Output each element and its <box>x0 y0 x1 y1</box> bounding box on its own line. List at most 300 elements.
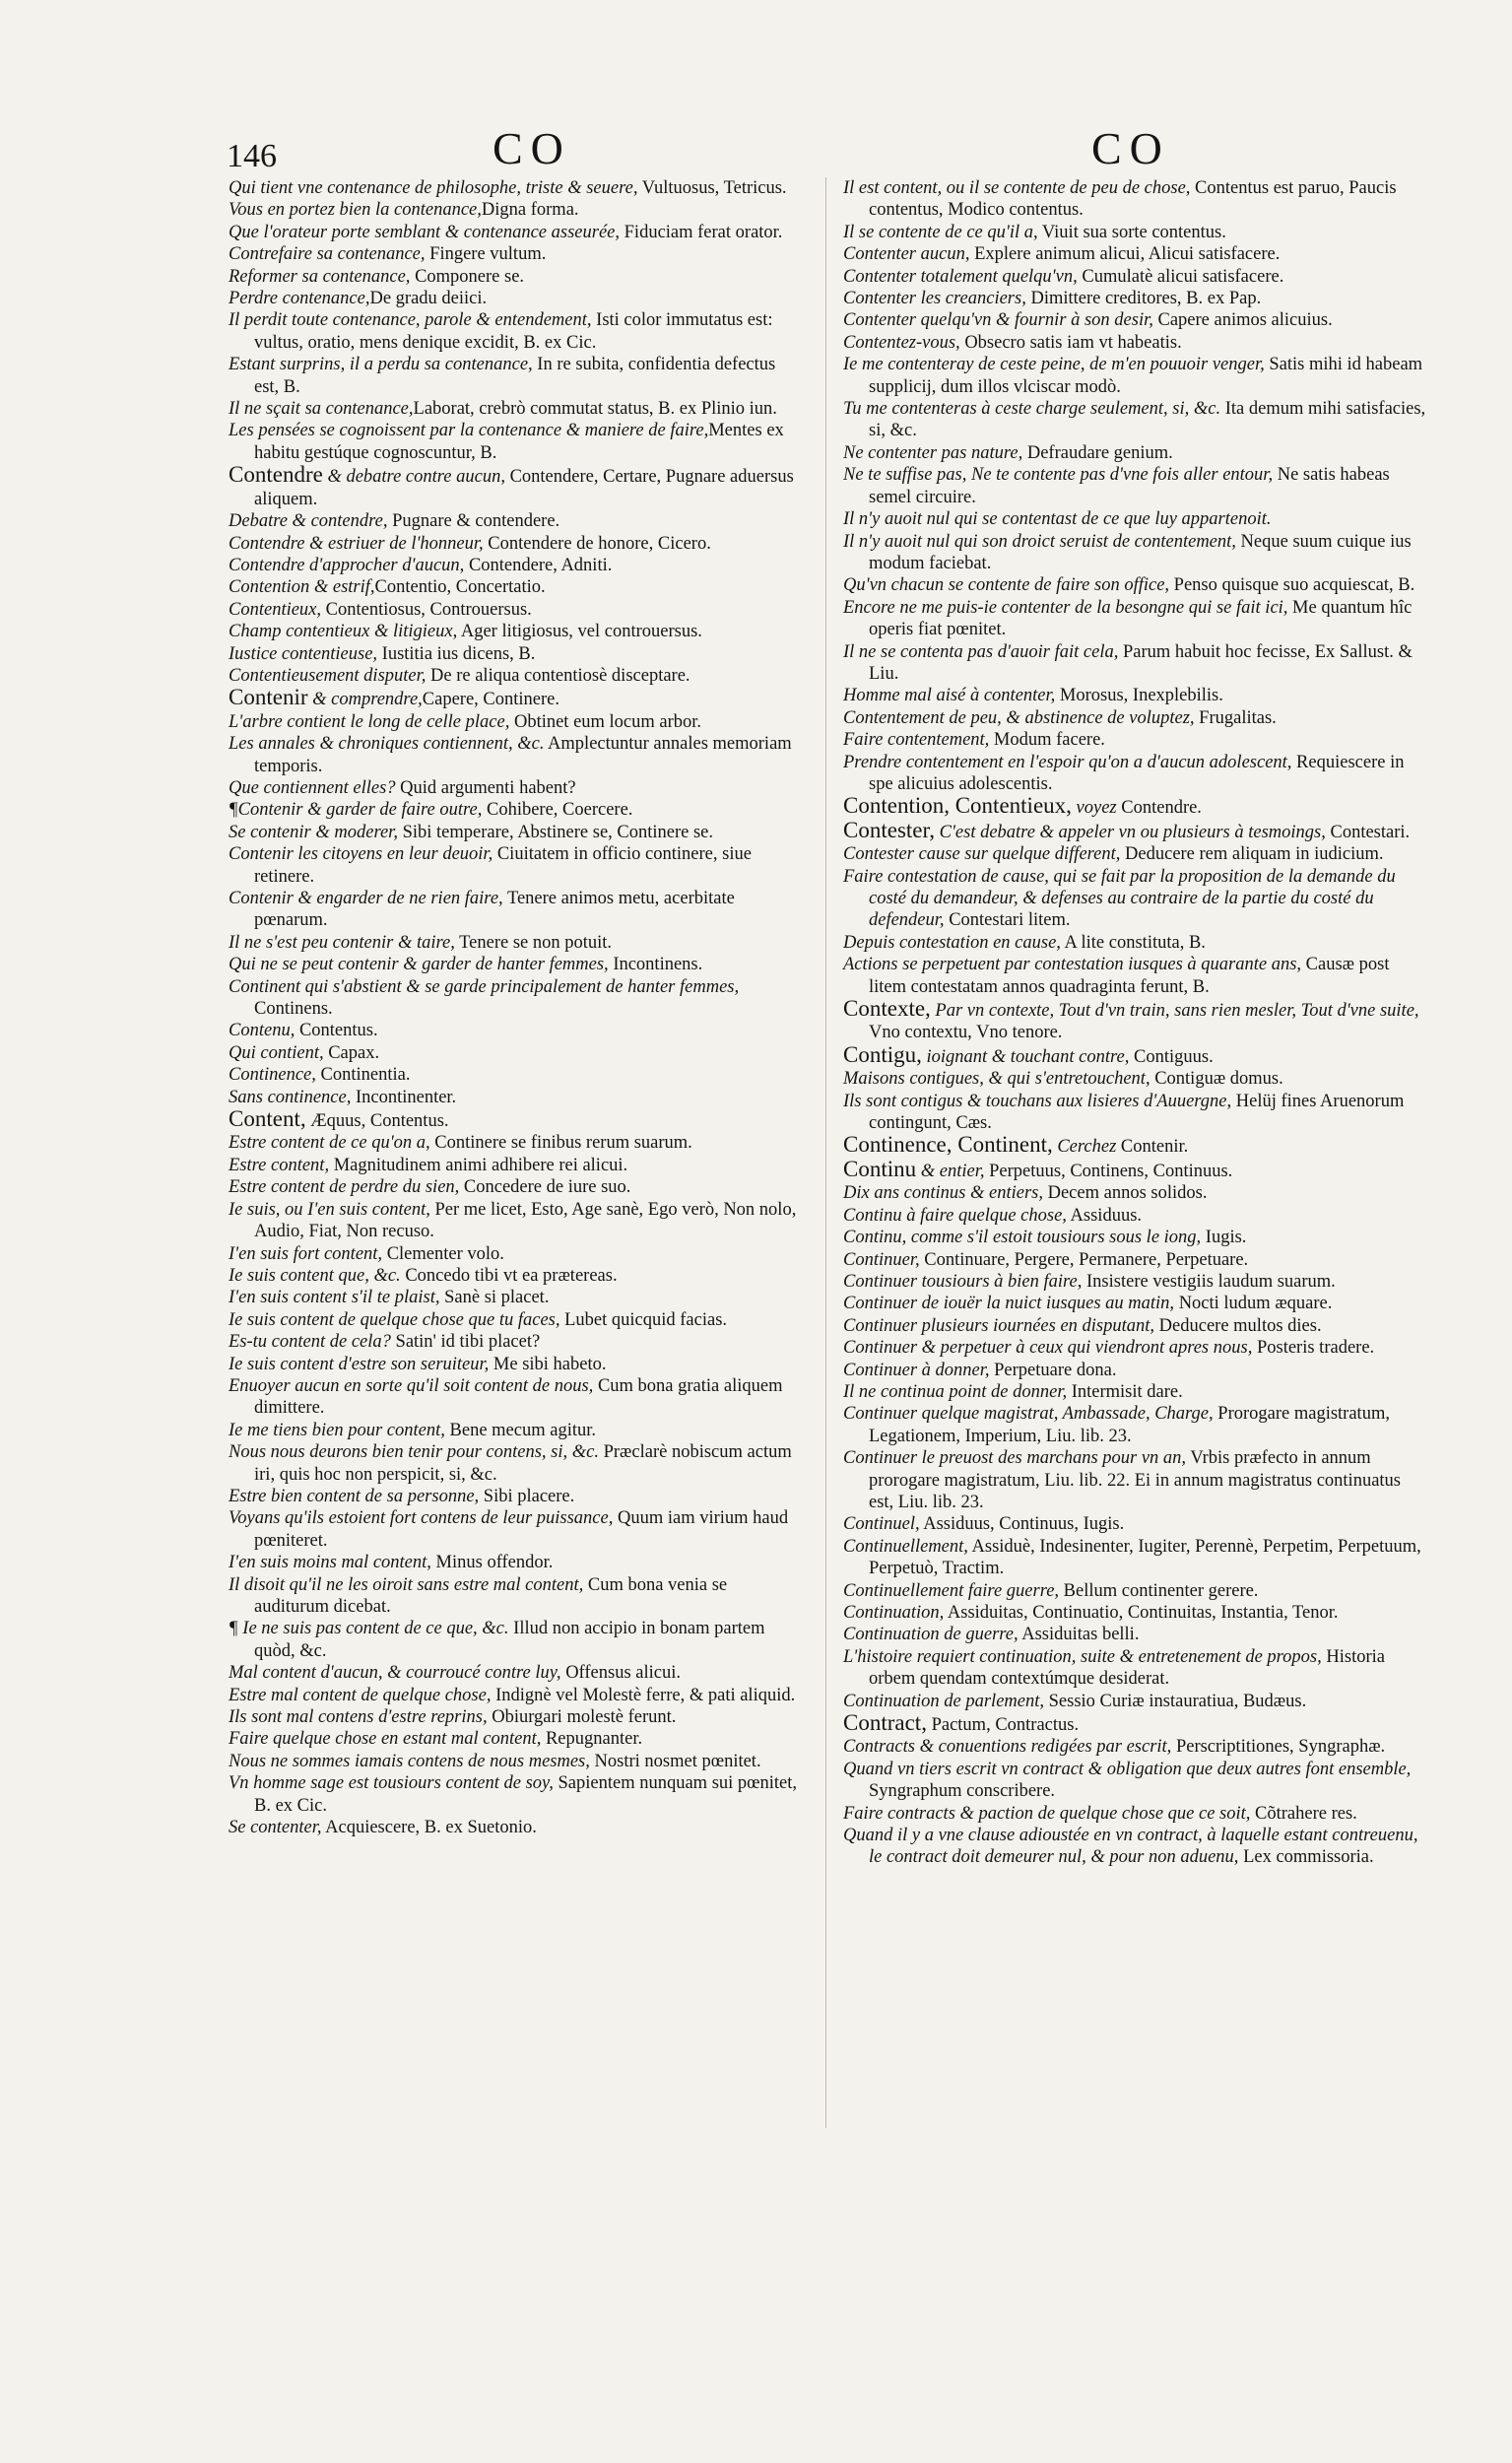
dictionary-entry <box>229 1751 800 1772</box>
entry-french: Continuer de iouër la nuict iusques au matin, <box>843 1294 1175 1314</box>
entry-latin: Satis mihi id habeam supplicij, dum illos vlciscar modò. <box>869 355 1423 397</box>
entry-latin: Contentio, Concertatio. <box>374 577 546 598</box>
dictionary-entry <box>229 1618 800 1662</box>
entry-french: Mal content d'aucun, & courroucé contre luy, <box>229 1663 561 1684</box>
entry-latin: Contentiosus, Controuersus. <box>321 599 532 620</box>
entry-french: Il ne s'est peu contenir & taire, <box>229 932 455 953</box>
entry-latin: Sibi temperare, Abstinere se, Continere se. <box>397 822 714 842</box>
entry-french: Enuoyer aucun en sorte qu'il soit content de nous, <box>229 1375 594 1396</box>
entry-latin: Cum bona gratia aliquem dimittere. <box>254 1375 783 1419</box>
dictionary-entry <box>229 1331 800 1353</box>
entry-latin: Prorogare magistratum, Legationem, Imperium, Liu. lib. 23. <box>869 1404 1390 1446</box>
entry-french: Ie suis content de quelque chose que tu faces, <box>229 1309 560 1330</box>
dictionary-entry <box>843 729 1426 751</box>
entry-latin: Concedere de iure suo. <box>459 1177 631 1198</box>
dictionary-entry <box>229 555 800 576</box>
dictionary-entry <box>843 1315 1426 1337</box>
column-divider <box>825 177 826 2128</box>
dictionary-entry <box>843 1513 1426 1535</box>
dictionary-entry <box>229 1243 800 1265</box>
entry-french: Estre content de perdre du sien, <box>229 1177 460 1198</box>
dictionary-entry <box>843 574 1426 596</box>
dictionary-entry <box>843 817 1426 843</box>
entry-latin: Deducere rem aliquam in iudicium. <box>1120 844 1384 865</box>
entry-french: Continuer, <box>843 1249 920 1270</box>
entry-french: Contenir les citoyens en leur deuoir, <box>229 844 493 865</box>
entry-french: Continu à faire quelque chose, <box>843 1205 1067 1226</box>
entry-latin: Iustitia ius dicens, B. <box>377 643 536 664</box>
entry-french: Reformer sa contenance, <box>229 266 411 287</box>
entry-french: & entier, <box>916 1161 985 1181</box>
page-number: 146 <box>227 138 277 174</box>
dictionary-entry <box>843 1803 1426 1825</box>
dictionary-entry <box>229 1354 800 1375</box>
entry-french: Contendre d'approcher d'aucun, <box>229 555 465 575</box>
dictionary-entry <box>843 954 1426 998</box>
entry-latin: Syngraphum conscribere. <box>869 1781 1056 1802</box>
dictionary-entry <box>229 932 800 954</box>
entry-french: Qui contient, <box>229 1042 324 1063</box>
entry-french: Continuer plusieurs iournées en disputant, <box>843 1315 1155 1336</box>
running-head-left: CO <box>493 123 571 173</box>
dictionary-entry <box>229 1087 800 1108</box>
entry-french: Contentieux, <box>229 599 322 620</box>
entry-french: Il ne se contenta pas d'auoir fait cela, <box>843 641 1119 662</box>
dictionary-entry <box>229 1574 800 1619</box>
dictionary-entry <box>843 1156 1426 1182</box>
dictionary-entry <box>843 531 1426 575</box>
entry-french: Se contenir & moderer, <box>229 822 398 842</box>
dictionary-entry <box>843 1293 1426 1314</box>
dictionary-entry <box>229 1772 800 1817</box>
entry-french: Continuel, <box>843 1514 920 1535</box>
dictionary-entry <box>229 621 800 642</box>
entry-latin: Continens. <box>254 999 333 1020</box>
entry-latin: Intermisit dare. <box>1067 1381 1183 1402</box>
entry-latin: Vno contextu, Vno tenore. <box>869 1023 1063 1043</box>
entry-french: Iustice contentieuse, <box>229 643 378 664</box>
entry-french: Estre bien content de sa personne, <box>229 1486 480 1506</box>
entry-french: Estant surprins, il a perdu sa contenance, <box>229 355 533 375</box>
entry-headword: Continu <box>843 1156 917 1181</box>
dictionary-entry <box>843 1624 1426 1645</box>
entry-latin: Lex commissoria. <box>1238 1847 1374 1868</box>
entry-latin: Fingere vultum. <box>425 244 547 265</box>
entry-latin: Bene mecum agitur. <box>444 1420 596 1440</box>
entry-headword: Contester, <box>843 817 935 842</box>
dictionary-entry <box>843 1403 1426 1447</box>
entry-french: Contentez-vous, <box>843 332 960 353</box>
entry-latin: Continere se finibus rerum suarum. <box>429 1133 692 1154</box>
entry-latin: Penso quisque suo acquiescat, B. <box>1169 575 1415 596</box>
entry-latin: Componere se. <box>410 266 525 287</box>
entry-latin: Acquiescere, B. ex Suetonio. <box>321 1818 537 1838</box>
entry-latin: Dimittere creditores, B. ex Pap. <box>1025 289 1262 309</box>
entry-french: Depuis contestation en cause, <box>843 932 1061 953</box>
entry-latin: Contestari litem. <box>944 910 1071 931</box>
entry-french: Homme mal aisé à contenter, <box>843 686 1056 706</box>
entry-latin: Assiduè, Indesinenter, Iugiter, Perennè, Perpetim, Perpetuum, Perpetuò, Tractim. <box>869 1536 1421 1579</box>
entry-latin: Capere, Continere. <box>422 690 560 710</box>
entry-french: Que contiennent elles? <box>229 777 396 798</box>
entry-french: Perdre contenance, <box>229 289 370 309</box>
entry-french: Continence, <box>229 1065 316 1086</box>
entry-headword: Contexte, <box>843 996 931 1022</box>
entry-latin: Contendre. <box>1116 798 1202 819</box>
entry-latin: Repugnanter. <box>541 1729 643 1750</box>
dictionary-entry <box>843 1205 1426 1227</box>
entry-french: Contentement de peu, & abstinence de voluptez, <box>843 707 1195 728</box>
entry-french: Ie me contenteray de ceste peine, de m'en pouuoir venger, <box>843 355 1265 375</box>
entry-headword: Continence, Continent, <box>843 1132 1053 1158</box>
entry-latin: Deducere multos dies. <box>1154 1315 1322 1336</box>
entry-french: & comprendre, <box>307 690 423 710</box>
entry-latin: Indignè vel Molestè ferre, & pati aliquid. <box>491 1685 796 1705</box>
entry-latin: Me quantum hîc operis fiat pœnitet. <box>869 597 1413 640</box>
entry-latin: Ciuitatem in officio continere, siue retinere. <box>254 844 752 887</box>
dictionary-entry <box>229 1108 800 1132</box>
entry-french: Contester cause sur quelque different, <box>843 844 1121 865</box>
dictionary-entry <box>843 1759 1426 1803</box>
dictionary-entry <box>229 1287 800 1308</box>
dictionary-entry <box>843 641 1426 686</box>
entry-latin: Perpetuare dona. <box>989 1360 1117 1380</box>
entry-french: Contrefaire sa contenance, <box>229 244 426 265</box>
entry-latin: Assiduus, Continuus, Iugis. <box>919 1514 1125 1535</box>
entry-french: Il perdit toute contenance, parole & entendement, <box>229 310 592 331</box>
entry-french: Debatre & contendre, <box>229 511 388 532</box>
dictionary-entry <box>229 777 800 799</box>
entry-latin: Offensus alicui. <box>560 1663 681 1684</box>
dictionary-entry <box>229 398 800 420</box>
entry-french: Voyans qu'ils estoient fort contens de leur puissance, <box>229 1508 614 1529</box>
dictionary-entry <box>843 998 1426 1044</box>
dictionary-entry <box>229 888 800 932</box>
dictionary-entry <box>229 1375 800 1420</box>
dictionary-entry <box>229 1552 800 1573</box>
entry-french: Ie suis content que, &c. <box>229 1265 401 1286</box>
dictionary-entry <box>229 1706 800 1728</box>
entry-french: Il ne continua point de donner, <box>843 1381 1068 1402</box>
entry-french: ioignant & touchant contre, <box>921 1046 1130 1067</box>
entry-french: Contenter aucun, <box>843 244 970 265</box>
entry-french: Contenter les creanciers, <box>843 289 1026 309</box>
entry-latin: Defraudare genium. <box>1022 442 1173 463</box>
dictionary-entry <box>843 932 1426 954</box>
entry-latin: Ita demum mihi satisfacies, si, &c. <box>869 399 1426 441</box>
entry-latin: Quid argumenti habent? <box>395 777 576 798</box>
right-column <box>843 177 1426 1869</box>
dictionary-entry <box>229 843 800 888</box>
entry-latin: Lubet quicquid facias. <box>559 1309 728 1330</box>
entry-french: Il est content, ou il se contente de peu de chose, <box>843 178 1191 198</box>
dictionary-entry <box>843 1360 1426 1381</box>
dictionary-entry <box>229 420 800 464</box>
entry-latin: Requiescere in spe alicuius adolescentis. <box>869 752 1405 794</box>
entry-french: Les annales & chroniques contiennent, &c. <box>229 734 545 755</box>
dictionary-entry <box>843 354 1426 398</box>
dictionary-entry <box>843 1091 1426 1135</box>
entry-french: Vous en portez bien la contenance, <box>229 200 482 221</box>
entry-french: Se contenter, <box>229 1818 322 1838</box>
entry-latin: Contenir. <box>1116 1137 1189 1158</box>
entry-latin: Cumulatè alicui satisfacere. <box>1077 266 1284 287</box>
entry-latin: Contentus. <box>295 1021 378 1041</box>
dictionary-entry <box>229 309 800 354</box>
entry-latin: Contiguæ domus. <box>1150 1069 1283 1090</box>
entry-french: Continuellement faire guerre, <box>843 1580 1060 1601</box>
entry-latin: Sanè si placet. <box>439 1288 550 1308</box>
dictionary-entry <box>843 266 1426 288</box>
entry-french: Contenter totalement quelqu'vn, <box>843 266 1078 287</box>
dictionary-entry <box>229 1486 800 1507</box>
dictionary-entry <box>229 643 800 665</box>
dictionary-entry <box>229 1176 800 1198</box>
entry-french: Il disoit qu'il ne les oiroit sans estre mal content, <box>229 1574 584 1595</box>
entry-french: L'arbre contient le long de celle place, <box>229 711 510 732</box>
entry-latin: Contestari. <box>1325 822 1411 842</box>
entry-french: L'histoire requiert continuation, suite & entretenement de propos, <box>843 1646 1322 1667</box>
entry-french: Maisons contigues, & qui s'entretouchent, <box>843 1069 1150 1090</box>
dictionary-entry <box>229 1042 800 1064</box>
entry-latin: Continuare, Pergere, Permanere, Perpetuare. <box>919 1249 1249 1270</box>
dictionary-entry <box>843 597 1426 641</box>
entry-french: Faire quelque chose en estant mal content, <box>229 1729 542 1750</box>
entry-headword: Contention, Contentieux, <box>843 793 1072 819</box>
entry-latin: Modum facere. <box>989 730 1105 751</box>
entry-french: Il n'y auoit nul qui son droict seruist de contentement, <box>843 531 1236 552</box>
entry-latin: Quum iam virium haud pœniteret. <box>254 1508 789 1551</box>
entry-headword: Contract, <box>843 1710 927 1736</box>
entry-latin: Minus offendor. <box>430 1553 554 1573</box>
dictionary-entry <box>229 711 800 733</box>
dictionary-entry <box>229 976 800 1021</box>
entry-french: I'en suis moins mal content, <box>229 1553 431 1573</box>
entry-latin: Isti color immutatus est: vultus, oratio, mens denique excidit, B. ex Cic. <box>254 310 773 353</box>
dictionary-entry <box>843 795 1426 819</box>
entry-french: Ne contenter pas nature, <box>843 442 1023 463</box>
dictionary-entry <box>843 309 1426 331</box>
dictionary-entry <box>229 1020 800 1041</box>
dictionary-entry <box>229 464 800 510</box>
dictionary-entry <box>229 665 800 687</box>
entry-french: Continuation de parlement, <box>843 1691 1044 1711</box>
dictionary-entry <box>229 687 800 710</box>
dictionary-entry <box>229 1132 800 1154</box>
dictionary-entry <box>229 1155 800 1176</box>
entry-french: ¶ Ie ne suis pas content de ce que, &c. <box>229 1619 509 1639</box>
entry-french: Qui tient vne contenance de philosophe, triste & seuere, <box>229 178 638 198</box>
entry-latin: Insistere vestigiis laudum suarum. <box>1082 1271 1336 1292</box>
entry-french: Il n'y auoit nul qui se contentast de ce que luy appartenoit. <box>843 509 1272 530</box>
entry-latin: Causæ post litem contestatam annos quadraginta ferunt, B. <box>869 955 1390 997</box>
entry-latin: Sapientem nunquam sui pœnitet, B. ex Cic. <box>254 1773 798 1816</box>
dictionary-entry <box>229 222 800 243</box>
entry-latin: Morosus, Inexplebilis. <box>1055 686 1223 706</box>
entry-latin: Continentia. <box>315 1065 411 1086</box>
entry-latin: Neque suum cuique ius modum faciebat. <box>869 531 1412 573</box>
entry-latin: Assiduus. <box>1066 1205 1143 1226</box>
dictionary-entry <box>229 576 800 598</box>
entry-french: Continuer & perpetuer à ceux qui viendront apres nous, <box>843 1338 1253 1359</box>
dictionary-entry <box>229 1441 800 1486</box>
entry-french: Contention & estrif, <box>229 577 375 598</box>
entry-latin: Decem annos solidos. <box>1042 1183 1208 1204</box>
entry-french: Prendre contentement en l'espoir qu'on a d'aucun adolescent, <box>843 752 1292 772</box>
entry-french: Quand vn tiers escrit vn contract & obligation que deux autres font ensemble, <box>843 1759 1412 1779</box>
entry-latin: De gradu deiici. <box>369 289 488 309</box>
entry-french: Tu me contenteras à ceste charge seulement, si, &c. <box>843 399 1221 420</box>
dictionary-entry <box>843 1381 1426 1403</box>
entry-french: Quand il y a vne clause adioustée en vn contract, à laquelle estant contreuenu, le contract doit demeurer nul, & pour non aduenu, <box>843 1826 1418 1868</box>
entry-french: Ie suis content d'estre son seruiteur, <box>229 1354 490 1374</box>
entry-latin: Nocti ludum æquare. <box>1174 1294 1333 1314</box>
entry-french: Il ne sçait sa contenance, <box>229 399 414 420</box>
entry-latin: Assiduitas belli. <box>1018 1625 1140 1645</box>
entry-latin: Frugalitas. <box>1194 707 1277 728</box>
dictionary-entry <box>843 1134 1426 1158</box>
entry-french: Estre mal content de quelque chose, <box>229 1685 492 1705</box>
dictionary-entry <box>229 1064 800 1086</box>
dictionary-entry <box>229 1309 800 1331</box>
entry-french: Ie me tiens bien pour content, <box>229 1420 445 1440</box>
entry-french: Continuer à donner, <box>843 1360 990 1380</box>
entry-french: Encore ne me puis-ie contenter de la besongne qui se fait ici, <box>843 597 1288 618</box>
dictionary-entry <box>229 177 800 199</box>
dictionary-entry <box>843 398 1426 442</box>
entry-latin: Obiurgari molestè ferunt. <box>487 1707 677 1728</box>
entry-latin: Sibi placere. <box>479 1486 575 1506</box>
entry-latin: Capere animos alicuius. <box>1152 310 1333 331</box>
dictionary-entry <box>843 1447 1426 1513</box>
dictionary-entry <box>229 1420 800 1441</box>
entry-french: I'en suis content s'il te plaist, <box>229 1288 440 1308</box>
entry-latin: Fiduciam ferat orator. <box>620 222 783 242</box>
dictionary-entry <box>843 288 1426 309</box>
dictionary-entry <box>843 752 1426 796</box>
left-column <box>229 177 800 1838</box>
entry-french: ¶Contenir & garder de faire outre, <box>229 800 483 821</box>
entry-headword: Contigu, <box>843 1041 922 1067</box>
dictionary-entry <box>843 222 1426 243</box>
running-head-right: CO <box>1091 123 1170 173</box>
entry-latin: Tenere animos metu, acerbitate pœnarum. <box>254 889 735 931</box>
entry-latin: Cohibere, Coercere. <box>482 800 633 821</box>
entry-french: Sans continence, <box>229 1087 352 1107</box>
entry-latin: Helüj fines Aruenorum contingunt, Cæs. <box>869 1091 1405 1134</box>
entry-french: Es-tu content de cela? <box>229 1332 391 1353</box>
entry-latin: Clementer volo. <box>382 1243 504 1264</box>
entry-latin: Ager litigiosus, vel controuersus. <box>457 622 702 642</box>
entry-headword: Content, <box>229 1106 306 1132</box>
entry-latin: Concedo tibi vt ea prætereas. <box>400 1265 618 1286</box>
entry-french: Actions se perpetuent par contestation iusques à quarante ans, <box>843 955 1302 975</box>
entry-french: Il se contente de ce qu'il a, <box>843 222 1038 242</box>
entry-latin: Digna forma. <box>481 200 579 221</box>
entry-latin: Capax. <box>323 1042 380 1063</box>
entry-french: Continuation de guerre, <box>843 1625 1019 1645</box>
entry-latin: Mentes ex habitu gestúque cognoscuntur, B. <box>254 421 784 463</box>
entry-latin: Contendere, Adniti. <box>464 555 613 575</box>
dictionary-entry <box>843 1068 1426 1090</box>
dictionary-entry <box>843 1825 1426 1869</box>
entry-latin: Præclarè nobiscum actum iri, quis hoc non perspicit, si, &c. <box>254 1442 792 1485</box>
entry-french: Continuer le preuost des marchans pour vn an, <box>843 1448 1187 1469</box>
dictionary-entry <box>229 243 800 265</box>
dictionary-entry <box>843 1249 1426 1271</box>
dictionary-entry <box>229 1685 800 1706</box>
entry-latin: Obtinet eum locum arbor. <box>509 711 702 732</box>
dictionary-entry <box>843 1691 1426 1712</box>
entry-latin: Bellum continenter gerere. <box>1059 1580 1259 1601</box>
entry-french: Dix ans continus & entiers, <box>843 1183 1043 1204</box>
entry-french: Qui ne se peut contenir & garder de hanter femmes, <box>229 955 609 975</box>
dictionary-entry <box>843 177 1426 222</box>
entry-latin: Incontinenter. <box>351 1087 457 1107</box>
dictionary-entry <box>229 199 800 221</box>
entry-latin: Laborat, crebrò commutat status, B. ex Plinio iun. <box>413 399 777 420</box>
entry-latin: Sessio Curiæ instauratiua, Budæus. <box>1044 1691 1307 1711</box>
dictionary-entry <box>229 266 800 288</box>
entry-french: Vn homme sage est tousiours content de soy, <box>229 1773 554 1794</box>
dictionary-entry <box>229 822 800 843</box>
dictionary-entry <box>229 954 800 975</box>
dictionary-entry <box>229 354 800 398</box>
entry-latin: Vrbis præfecto in annum prorogare magistratum, Liu. lib. 22. Ei in annum magistratus continuatus est, Liu. lib. 23. <box>869 1448 1401 1512</box>
entry-french: Qu'vn chacun se contente de faire son office, <box>843 575 1170 596</box>
entry-french: Estre content de ce qu'on a, <box>229 1133 430 1154</box>
dictionary-entry <box>229 599 800 621</box>
entry-latin: Pugnare & contendere. <box>387 511 560 532</box>
entry-french: Les pensées se cognoissent par la contenance & maniere de faire, <box>229 421 709 441</box>
entry-french: Continuellement, <box>843 1536 968 1557</box>
dictionary-entry <box>843 508 1426 530</box>
entry-french: Nous ne sommes iamais contens de nous mesmes, <box>229 1751 590 1771</box>
entry-french: Champ contentieux & litigieux, <box>229 622 458 642</box>
dictionary-entry <box>229 733 800 777</box>
entry-french: Ils sont contigus & touchans aux lisieres d'Auuergne, <box>843 1091 1232 1111</box>
entry-french: Faire contestation de cause, qui se fait par la proposition de la demande du costé du demandeur, & defenses au contraire de la partie du costé du defendeur, <box>843 866 1396 931</box>
entry-latin: Æquus, Contentus. <box>305 1111 449 1132</box>
entry-french: Ie suis, ou I'en suis content, <box>229 1199 430 1220</box>
entry-latin: Contentus est paruo, Paucis contentus, Modico contentus. <box>869 178 1397 221</box>
dictionary-entry <box>843 1580 1426 1602</box>
entry-french: I'en suis fort content, <box>229 1243 383 1264</box>
entry-french: Que l'orateur porte semblant & contenance asseurée, <box>229 222 621 242</box>
dictionary-entry <box>843 1041 1426 1068</box>
dictionary-entry <box>229 1728 800 1750</box>
entry-french: Contenter quelqu'vn & fournir à son desir, <box>843 310 1153 331</box>
entry-french: Ils sont mal contens d'estre reprins, <box>229 1707 488 1728</box>
entry-latin: De re aliqua contentiosè disceptare. <box>426 665 690 686</box>
dictionary-entry <box>843 1712 1426 1736</box>
dictionary-entry <box>843 866 1426 932</box>
entry-headword: Contendre <box>229 462 323 488</box>
dictionary-entry <box>843 685 1426 706</box>
entry-latin: Illud non accipio in bonam partem quòd, &c. <box>254 1619 765 1661</box>
entry-french: Contendre & estriuer de l'honneur, <box>229 533 484 554</box>
entry-latin: Magnitudinem animi adhibere rei alicui. <box>329 1155 628 1175</box>
entry-french: Contenu, <box>229 1021 296 1041</box>
dictionary-entry <box>843 707 1426 729</box>
entry-french: Contenir & engarder de ne rien faire, <box>229 889 503 908</box>
entry-latin: Viuit sua sorte contentus. <box>1037 222 1226 242</box>
entry-latin: Obsecro satis iam vt habeatis. <box>959 332 1182 353</box>
entry-latin: Contendere, Certare, Pugnare aduersus aliquem. <box>254 467 794 509</box>
entry-french: Continuation, <box>843 1603 945 1623</box>
entry-latin: Nostri nosmet pœnitet. <box>589 1751 761 1771</box>
entry-french: Par vn contexte, Tout d'vn train, sans rien mesler, Tout d'vne suite, <box>930 1001 1419 1022</box>
